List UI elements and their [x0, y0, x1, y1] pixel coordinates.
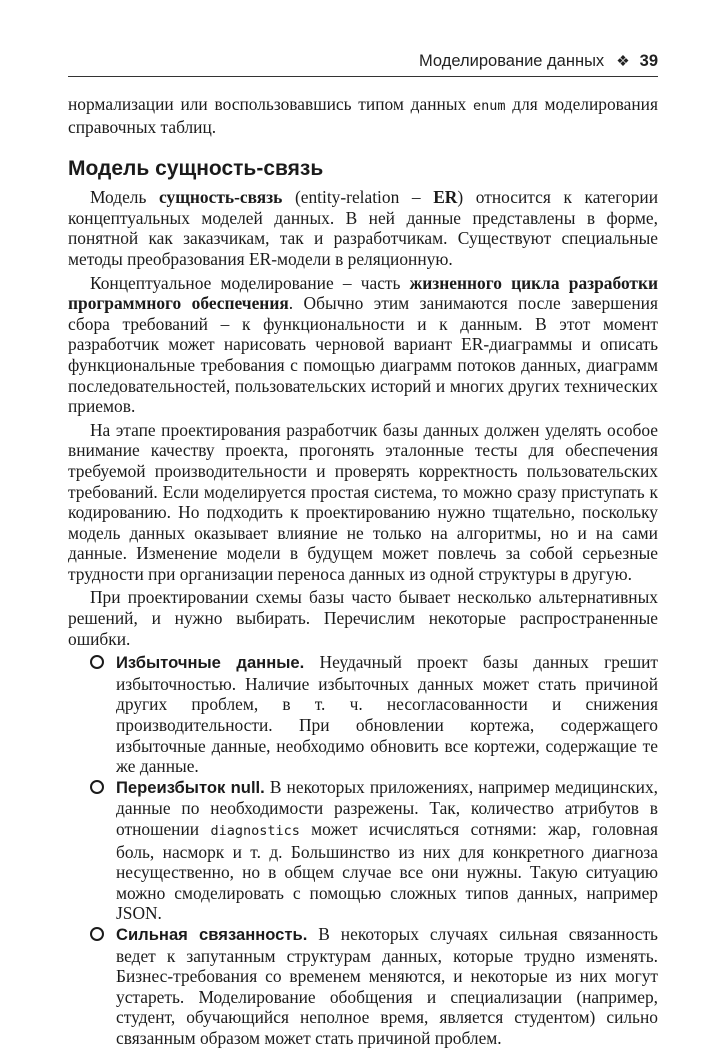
section-heading: Модель сущность-связь — [68, 157, 324, 181]
page-number: 39 — [639, 52, 658, 70]
errors-list — [68, 652, 658, 1048]
list-item-null-excess — [68, 777, 658, 924]
circle-bullet-icon — [90, 927, 104, 941]
text-run: (entity-relation – — [282, 187, 434, 208]
list-item-title: Переизбыток null. — [116, 777, 265, 797]
text-run: . Обычно этим занимаются после завершения сбора требований – к функциональности и к данным. В этот момент разработчик может нарисовать черновой вариант ER-диаграммы и описать функциональные требования с помощью диаграмм потоков данных, диаграмм последовательностей, пользовательских историй и многих других технических приемов. — [68, 293, 658, 417]
list-item-redundant-data — [68, 652, 658, 777]
term-er-abbr: ER — [433, 187, 458, 208]
text-run: ) относится к категории концептуальных моделей данных. В ней данные представлены в форме, понятной как заказчикам, так и разработчикам. Существуют специальные методы преобразования ER-модели в реляционную. — [68, 187, 659, 269]
text-run: Модель — [90, 187, 160, 208]
list-item-tight-coupling — [68, 924, 658, 1049]
list-item-text: Неудачный проект базы данных грешит избыточностью. Наличие избыточных данных может стать причиной других проблем, в т. ч. несогласованности и снижения производительности. При обновлении кортежа, содержащего избыточные данные, необходимо обновить все кортежи, содержащие те же данные. — [116, 652, 658, 777]
list-item-title: Сильная связанность. — [116, 924, 308, 944]
circle-bullet-icon — [90, 780, 104, 794]
term-er-model: сущность-связь — [159, 187, 283, 208]
intro-text-start: нормализации или воспользовавшись типом данных — [68, 94, 473, 114]
intro-code-enum: enum — [472, 98, 506, 114]
paragraph-alternatives: При проектировании схемы базы часто бывает несколько альтернативных решений, и нужно выбирать. Перечислим некоторые распространенные ошибки. — [68, 587, 658, 649]
intro-paragraph — [68, 94, 658, 137]
text-run: Концептуальное моделирование – часть — [90, 272, 410, 293]
paragraph-design-stage: На этапе проектирования разработчик базы данных должен уделять особое внимание качеству проекта, прогонять эталонные тесты для обеспечения требуемой производительности и проверять корректность пользовательских требований. Если моделируется простая система, то можно сразу приступать к кодированию. Но подходить к проектированию нужно тщательно, поскольку модель данных оказывает влияние не только на алгоритмы, но и на сами данные. Изменение модели в будущем может повлечь за собой серьезные трудности при организации переноса данных из одной структуры в другую. — [68, 419, 658, 584]
intro-text-end: для моделирования справочных таблиц. — [68, 94, 658, 137]
term-sdlc: жизненного цикла разработки программного обеспечения — [68, 272, 659, 314]
ornament-icon: ❖ — [616, 53, 630, 70]
paragraph-er-definition — [68, 187, 658, 269]
running-header — [68, 52, 658, 77]
paragraph-conceptual-modeling — [68, 273, 658, 417]
list-item-text: В некоторых приложениях, например медицинских, данные по необходимости разрежены. Так, количество атрибутов в отношении — [116, 776, 658, 839]
page-body — [68, 94, 658, 1049]
list-item-title: Избыточные данные. — [116, 653, 305, 673]
circle-bullet-icon — [90, 655, 104, 669]
running-header-title: Моделирование данных — [419, 52, 605, 70]
list-item-text: может исчисляться сотнями: жар, головная боль, насморк и т. д. Большинство из них для конкретного диагноза несущественно, но в общем случае все они нужны. Такую ситуацию можно смоделировать с помощью сложных типов данных, например JSON. — [116, 819, 658, 924]
code-diagnostics: diagnostics — [210, 823, 300, 839]
list-item-text: В некоторых случаях сильная связанность ведет к запутанным структурам данных, которые трудно изменять. Бизнес-требования со временем меняются, и некоторые из них могут устареть. Моделирование обобщения и специализации (например, студент, обучающийся неполное время, является студентом) сильно связанным образом может стать причиной проблем. — [116, 923, 658, 1048]
